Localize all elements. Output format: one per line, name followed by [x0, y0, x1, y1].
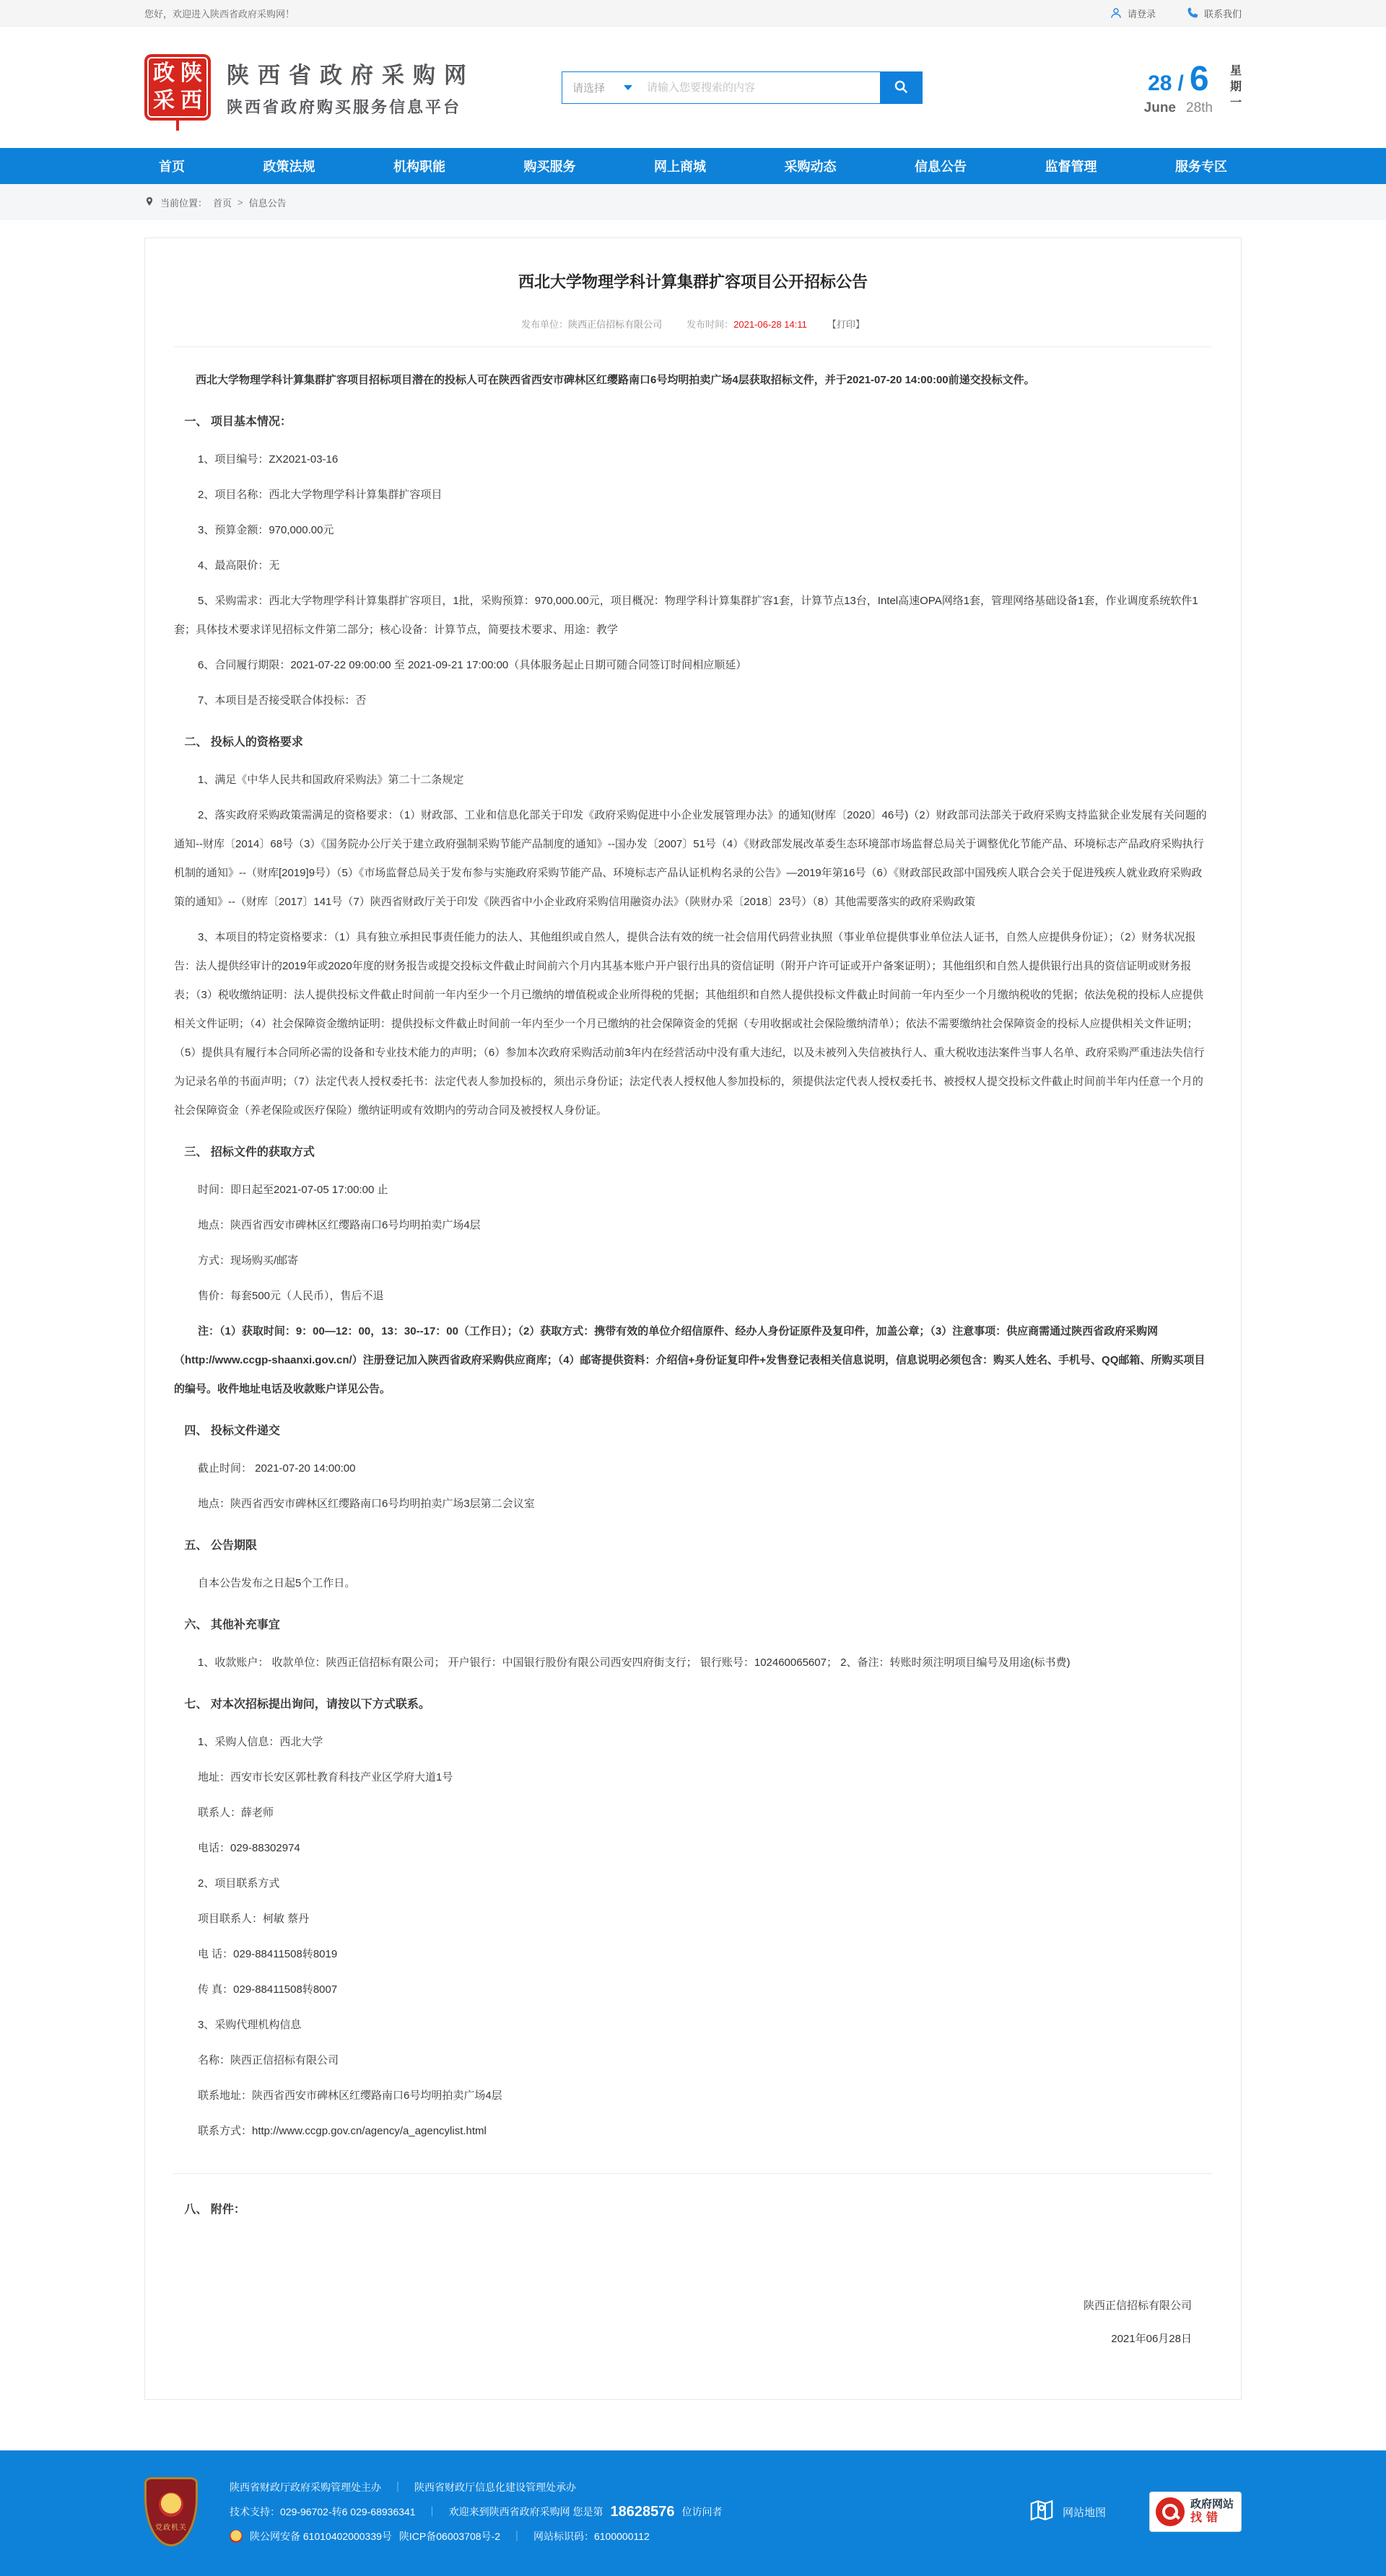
- article-paragraph: 二、 投标人的资格要求: [184, 736, 303, 748]
- article-paragraph: 2、落实政府采购政策需满足的资格要求：（1）财政部、工业和信息化部关于印发《政府采购促进中小企业发展管理办法》的通知(财库〔2020〕46号)（2）财政部司法部关于政府采购支持监狱企业发展有关问题的通知--财库〔2014〕68号（3）《国务院办公厅关于建立政府强制采购节能产品制度的通知》--国办发〔2007〕51号（4）《财政部发展改革委生态环境部市场监督总局关于调整优化节能产品、环境标志产品政府采购执行机制的通知》--（财库[2019]9号）（5）《市场监督总局关于发布参与实施政府采购节能产品、环境标志产品认证机构名录的公告》—2019年第16号（6）《财政部民政部中国残疾人联合会关于促进残疾人就业政府采购政策的通知》--（财库〔2017〕141号（7）陕西省财政厅关于印发《陕西省中小企业政府采购信用融资办法》（陕财办采〔2018〕23号）（8）其他需要落实的政府采购政策: [174, 809, 1207, 908]
- error-report-line1: 政府网站: [1190, 2497, 1234, 2510]
- site-title: 陕西省政府采购网: [227, 63, 475, 88]
- header: [0, 27, 1386, 148]
- login-link[interactable]: [1110, 6, 1156, 20]
- article-paragraph: 电话：029-88302974: [198, 1842, 300, 1854]
- article-paragraph: 八、 附件：: [184, 2204, 245, 2216]
- visitor-suffix: 位访问者: [681, 2506, 723, 2518]
- date-month: 6: [1189, 59, 1209, 98]
- footer-line-3: 陕公网安备 61010402000339号 陕ICP备06003708号-2 ｜ 网站标识码：6100000112: [230, 2524, 722, 2549]
- weekday-char: 一: [1229, 97, 1242, 109]
- article-paragraph: 一、 项目基本情况：: [184, 416, 292, 428]
- site-subtitle: 陕西省政府购买服务信息平台: [227, 98, 462, 116]
- article-paragraph: 6、合同履行期限：2021-07-22 09:00:00 至 2021-09-21 17:00:00（具体服务起止日期可随合同签订时间相应顺延）: [198, 659, 747, 671]
- article-paragraph: 5、采购需求：西北大学物理学科计算集群扩容项目，1批，采购预算：970,000.00元，项目概况：物理学科计算集群扩容1套，计算节点13台，Intel高速OPA网络1套，管理网络基础设备1套，作业调度系统软件1套；具体技术要求详见招标文件第二部分；核心设备：计算节点，简要技术要求、用途：教学: [174, 595, 1198, 636]
- article-paragraph: 7、本项目是否接受联合体投标：否: [198, 694, 367, 707]
- article-card: [144, 237, 1242, 2400]
- article-paragraph: 传 真：029-88411508转8007: [198, 1983, 338, 1996]
- site-logo: [144, 54, 211, 121]
- print-button[interactable]: 【打印】: [827, 319, 865, 330]
- article-paragraph: 四、 投标文件递交: [184, 1425, 280, 1437]
- search-icon: [893, 79, 909, 97]
- login-label: 请登录: [1127, 8, 1156, 19]
- publish-time-value: 2021-06-28 14:11: [733, 319, 807, 330]
- site-code: 网站标识码：6100000112: [533, 2531, 650, 2542]
- topbar: [0, 0, 1386, 27]
- breadcrumb-separator: >: [237, 196, 243, 208]
- publisher-label: 发布单位：: [521, 319, 569, 330]
- party-government-badge-icon: [144, 2477, 198, 2546]
- police-record: 陕公网安备 61010402000339号: [250, 2531, 392, 2542]
- phone-icon: [1186, 6, 1199, 19]
- article-paragraph: 地点：陕西省西安市碑林区红缨路南口6号均明拍卖广场3层第二会议室: [198, 1498, 535, 1510]
- footer-host: 陕西省财政厅政府采购管理处主办: [230, 2481, 381, 2493]
- visitor-count: 18628576: [610, 2504, 675, 2520]
- article-paragraph: [174, 2173, 1212, 2174]
- breadcrumb-prefix: 当前位置：: [160, 197, 208, 209]
- nav-item[interactable]: 政策法规: [263, 160, 315, 174]
- publisher-value: 陕西正信招标有限公司: [568, 319, 663, 330]
- article-paragraph: 七、 对本次招标提出询问，请按以下方式联系。: [184, 1698, 430, 1711]
- error-report-magnifier-icon: [1156, 2497, 1185, 2526]
- date-widget: 28 / 6 June 28th 星 期 一: [1143, 59, 1242, 115]
- article-paragraph: 名称：陕西正信招标有限公司: [198, 2054, 339, 2066]
- page-title: 西北大学物理学科计算集群扩容项目公开招标公告: [518, 273, 868, 291]
- police-badge-icon: [230, 2530, 243, 2543]
- article-paragraph: 3、本项目的特定资格要求：（1）具有独立承担民事责任能力的法人、其他组织或自然人，提供合法有效的统一社会信用代码营业执照（事业单位提供事业单位法人证书，自然人应提供身份证）；（2）财务状况报告：法人提供经审计的2019年或2020年度的财务报告或提交投标文件截止时间前六个月内其基本账户开户银行出具的资信证明（附开户许可证或开户备案证明）；其他组织和自然人提供银行出具的资信证明或财务报表；（3）税收缴纳证明：法人提供投标文件截止时间前一年内至少一个月已缴纳的增值税或企业所得税的凭据；其他组织和自然人提供投标文件截止时间前一年内至少一个月缴纳税收的凭据；依法免税的投标人应提供相关文件证明；（4）社会保障资金缴纳证明：提供投标文件截止时间前一年内至少一个月已缴纳的社会保障资金的凭据（专用收据或社会保险缴纳清单）；依法不需要缴纳社会保障资金的投标人应提供相关文件证明；（5）提供具有履行本合同所必需的设备和专业技术能力的声明；（6）参加本次政府采购活动前3年内在经营活动中没有重大违纪，以及未被列入失信被执行人、重大税收违法案件当事人名单、政府采购严重违法失信行为记录名单的书面声明；（7）法定代表人授权委托书：法定代表人参加投标的，须出示身份证；法定代表人授权他人参加投标的，须提供法定代表人授权委托书、被授权人提交投标文件截止时间前半年内任意一个月的社会保障资金（养老保险或医疗保险）缴纳证明或有效期内的劳动合同及被授权人身份证。: [174, 931, 1205, 1117]
- search-button[interactable]: [880, 72, 922, 103]
- contact-link[interactable]: [1186, 6, 1242, 20]
- footer-line-2: 技术支持：029-96702-转6 029-68936341 ｜ 欢迎来到陕西省政府采购网 您是第 18628576 位访问者: [230, 2499, 722, 2524]
- footer: [0, 2450, 1386, 2576]
- article-paragraph: 3、采购代理机构信息: [198, 2019, 302, 2031]
- article-paragraph: 2、项目联系方式: [198, 1877, 280, 1890]
- search-box: [562, 71, 923, 104]
- article-paragraph: 五、 公告期限: [184, 1540, 257, 1552]
- national-emblem-icon: [159, 2492, 183, 2517]
- chevron-down-icon: [624, 85, 632, 90]
- article-paragraph: 项目联系人：柯敏 蔡丹: [198, 1913, 310, 1925]
- publish-time-label: 发布时间：: [687, 319, 734, 330]
- article-paragraph: 1、采购人信息：西北大学: [198, 1736, 323, 1748]
- article-paragraph: 西北大学物理学科计算集群扩容项目招标项目潜在的投标人可在陕西省西安市碑林区红缨路南口6号均明拍卖广场4层获取招标文件，并于2021-07-20 14:00:00前递交投标文件。: [196, 374, 1035, 386]
- article-paragraph: 售价：每套500元（人民币），售后不退: [198, 1290, 384, 1302]
- date-day: 28: [1148, 71, 1172, 95]
- badge-caption: 党政机关: [155, 2523, 187, 2532]
- breadcrumb-current: 信息公告: [248, 197, 287, 209]
- search-category-value: 请选择: [572, 82, 606, 95]
- article-paragraph: 联系地址：陕西省西安市碑林区红缨路南口6号均明拍卖广场4层: [198, 2090, 502, 2102]
- signature-date: 2021年06月28日: [1111, 2333, 1192, 2345]
- article-paragraph: 注：（1）获取时间：9：00—12：00，13：30--17：00（工作日）；（2）获取方式：携带有效的单位介绍信原件、经办人身份证原件及复印件，加盖公章；（3）注意事项：供应商需通过陕西省政府采购网（http://www.ccgp-shaanxi.gov.cn/）注册登记加入陕西省政府采购供应商库；（4）邮寄提供资料：介绍信+身份证复印件+发售登记表相关信息说明，信息说明必须包含：购买人姓名、手机号、QQ邮箱、所购买项目的编号。收件地址电话及收款账户详见公告。: [174, 1325, 1206, 1395]
- contact-label: 联系我们: [1203, 8, 1242, 19]
- user-icon: [1110, 6, 1123, 19]
- article-paragraph: 地点：陕西省西安市碑林区红缨路南口6号均明拍卖广场4层: [198, 1219, 481, 1231]
- signature-company: 陕西正信招标有限公司: [1083, 2300, 1192, 2312]
- date-day-en: 28th: [1186, 100, 1213, 115]
- footer-support: 技术支持：029-96702-转6 029-68936341: [230, 2506, 416, 2518]
- article-body: [174, 366, 1212, 2224]
- article-paragraph: 截止时间： 2021-07-20 14:00:00: [198, 1462, 356, 1475]
- logo-char: 政: [153, 61, 175, 85]
- article-paragraph: 三、 招标文件的获取方式: [184, 1146, 315, 1158]
- welcome-text: 您好，欢迎进入陕西省政府采购网！: [144, 8, 295, 19]
- article-paragraph: 联系人：薛老师: [198, 1807, 274, 1819]
- weekday-char: 期: [1229, 81, 1242, 93]
- article-paragraph: 自本公告发布之日起5个工作日。: [198, 1577, 356, 1589]
- icp-record: 陕ICP备06003708号-2: [398, 2531, 500, 2542]
- nav-item[interactable]: 采购动态: [784, 160, 837, 174]
- gov-site-error-report-badge[interactable]: [1149, 2492, 1242, 2532]
- breadcrumb-home[interactable]: 首页: [213, 197, 232, 209]
- article-paragraph: 3、预算金额：970,000.00元: [198, 524, 334, 536]
- footer-organizer: 陕西省财政厅信息化建设管理处承办: [414, 2481, 576, 2493]
- article-paragraph: 1、项目编号：ZX2021-03-16: [198, 453, 339, 466]
- nav-item[interactable]: 服务专区: [1175, 160, 1227, 174]
- date-month-en: June: [1143, 100, 1176, 115]
- nav-item[interactable]: 购买服务: [523, 160, 576, 174]
- sitemap-link[interactable]: [1028, 2497, 1106, 2527]
- search-input[interactable]: [642, 72, 880, 103]
- article-paragraph: 2、项目名称：西北大学物理学科计算集群扩容项目: [198, 489, 443, 501]
- article-meta: [174, 317, 1212, 347]
- article-paragraph: 六、 其他补充事宜: [184, 1619, 280, 1631]
- article-paragraph: 1、收款账户： 收款单位：陕西正信招标有限公司； 开户银行：中国银行股份有限公司西安四府街支行； 银行账号：102460065607； 2、备注：转账时须注明项目编号及用途(标书费): [198, 1656, 1071, 1669]
- weekday-char: 星: [1229, 65, 1242, 77]
- footer-line-1: 陕西省财政厅政府采购管理处主办 ｜ 陕西省财政厅信息化建设管理处承办: [230, 2475, 722, 2499]
- main-nav: [0, 148, 1386, 184]
- article-paragraph: 1、满足《中华人民共和国政府采购法》第二十二条规定: [198, 774, 464, 786]
- logo-char: 采: [153, 89, 175, 113]
- article-paragraph: 电 话：029-88411508转8019: [198, 1948, 338, 1960]
- signature-block: [174, 2289, 1212, 2356]
- nav-item[interactable]: 网上商城: [654, 160, 706, 174]
- search-category-select[interactable]: [562, 72, 642, 103]
- breadcrumb-bar: [0, 184, 1386, 220]
- error-report-line2: 找错: [1190, 2512, 1223, 2525]
- article-paragraph: 联系方式：http://www.ccgp.gov.cn/agency/a_agencylist.html: [198, 2125, 487, 2137]
- logo-char: 西: [180, 89, 202, 113]
- article-paragraph: 4、最高限价：无: [198, 559, 280, 572]
- nav-item[interactable]: 机构职能: [393, 160, 445, 174]
- location-pin-icon: [144, 196, 154, 209]
- article-paragraph: 方式：现场购买/邮寄: [198, 1254, 299, 1267]
- visitor-prefix: 欢迎来到陕西省政府采购网 您是第: [448, 2506, 603, 2518]
- main-content: [0, 220, 1386, 2450]
- sitemap-icon: [1028, 2497, 1055, 2527]
- article-paragraph: 地址：西安市长安区郭杜教育科技产业区学府大道1号: [198, 1771, 453, 1783]
- logo-char: 陕: [180, 61, 202, 85]
- breadcrumb: [144, 184, 1242, 220]
- nav-item[interactable]: 信息公告: [915, 160, 967, 174]
- nav-item[interactable]: 首页: [159, 160, 185, 174]
- sitemap-label: 网站地图: [1062, 2506, 1106, 2519]
- weekday-label: [1230, 64, 1242, 111]
- nav-item[interactable]: 监督管理: [1045, 160, 1097, 174]
- article-paragraph: 时间：即日起至2021-07-05 17:00:00 止: [198, 1184, 388, 1196]
